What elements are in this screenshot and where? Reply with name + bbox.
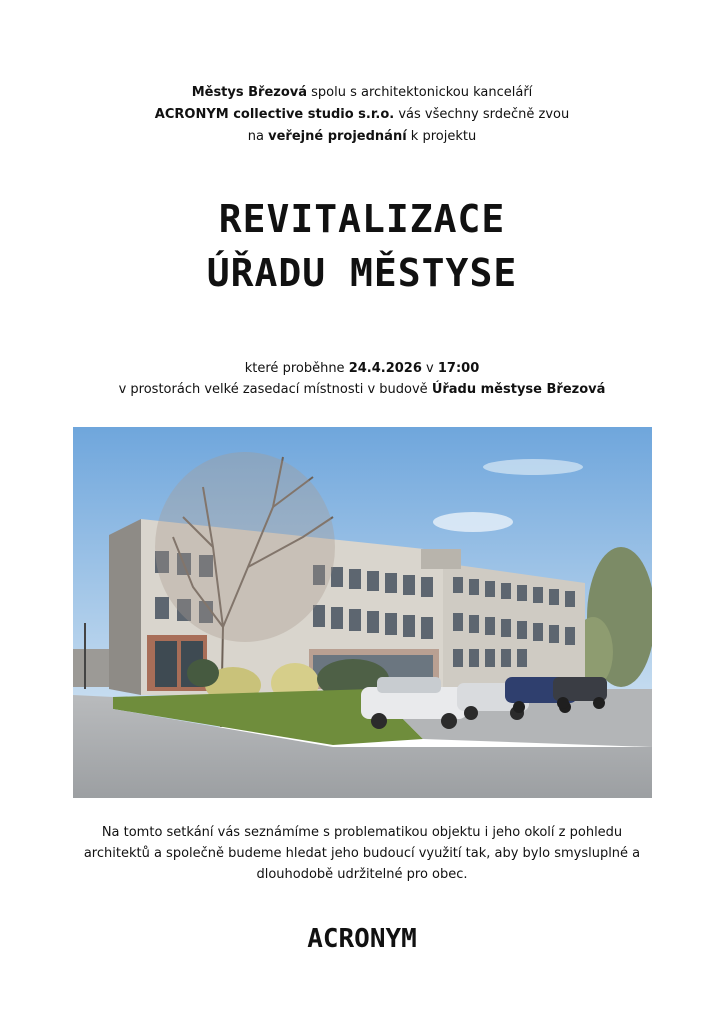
event-text-pre: které proběhne: [244, 361, 349, 376]
intro-line-2: [0, 104, 724, 126]
event-text-mid: v: [421, 361, 438, 376]
event-details: [0, 358, 724, 400]
event-place-text: v prostorách velké zasedací místnosti v budově: [118, 382, 432, 397]
title-line-2: ÚŘADU MĚSTYSE: [206, 251, 518, 295]
intro-text-3a: na: [247, 129, 269, 144]
title-line-1: REVITALIZACE: [218, 197, 506, 241]
intro-text-1: spolu s architektonickou kanceláří: [307, 85, 533, 100]
project-title: [0, 192, 724, 300]
building-photo: [73, 427, 652, 798]
event-time: 17:00: [437, 361, 480, 376]
event-place: [0, 379, 724, 400]
event-datetime: [0, 358, 724, 379]
description-line-3: dlouhodobě udržitelné pro obec.: [256, 867, 468, 882]
intro-text-3b: k projektu: [406, 129, 477, 144]
studio-name: ACRONYM collective studio s.r.o.: [154, 107, 395, 122]
intro-line-1: [0, 82, 724, 104]
event-date: 24.4.2026: [348, 361, 422, 376]
invitation-intro: [0, 82, 724, 148]
description-line-1: Na tomto setkání vás seznámíme s problematikou objektu i jeho okolí z pohledu: [101, 825, 623, 840]
intro-text-2: vás všechny srdečně zvou: [394, 107, 570, 122]
organizer-name: Městys Březová: [191, 85, 308, 100]
intro-line-3: [0, 126, 724, 148]
event-type: veřejné projednání: [268, 129, 407, 144]
event-description: [70, 822, 654, 885]
event-venue: Úřadu městyse Březová: [431, 382, 606, 397]
acronym-logo: ACRONYM: [307, 924, 417, 954]
description-line-2: architektů a společně budeme hledat jeho budoucí využití tak, aby bylo smysluplné a: [83, 846, 641, 861]
